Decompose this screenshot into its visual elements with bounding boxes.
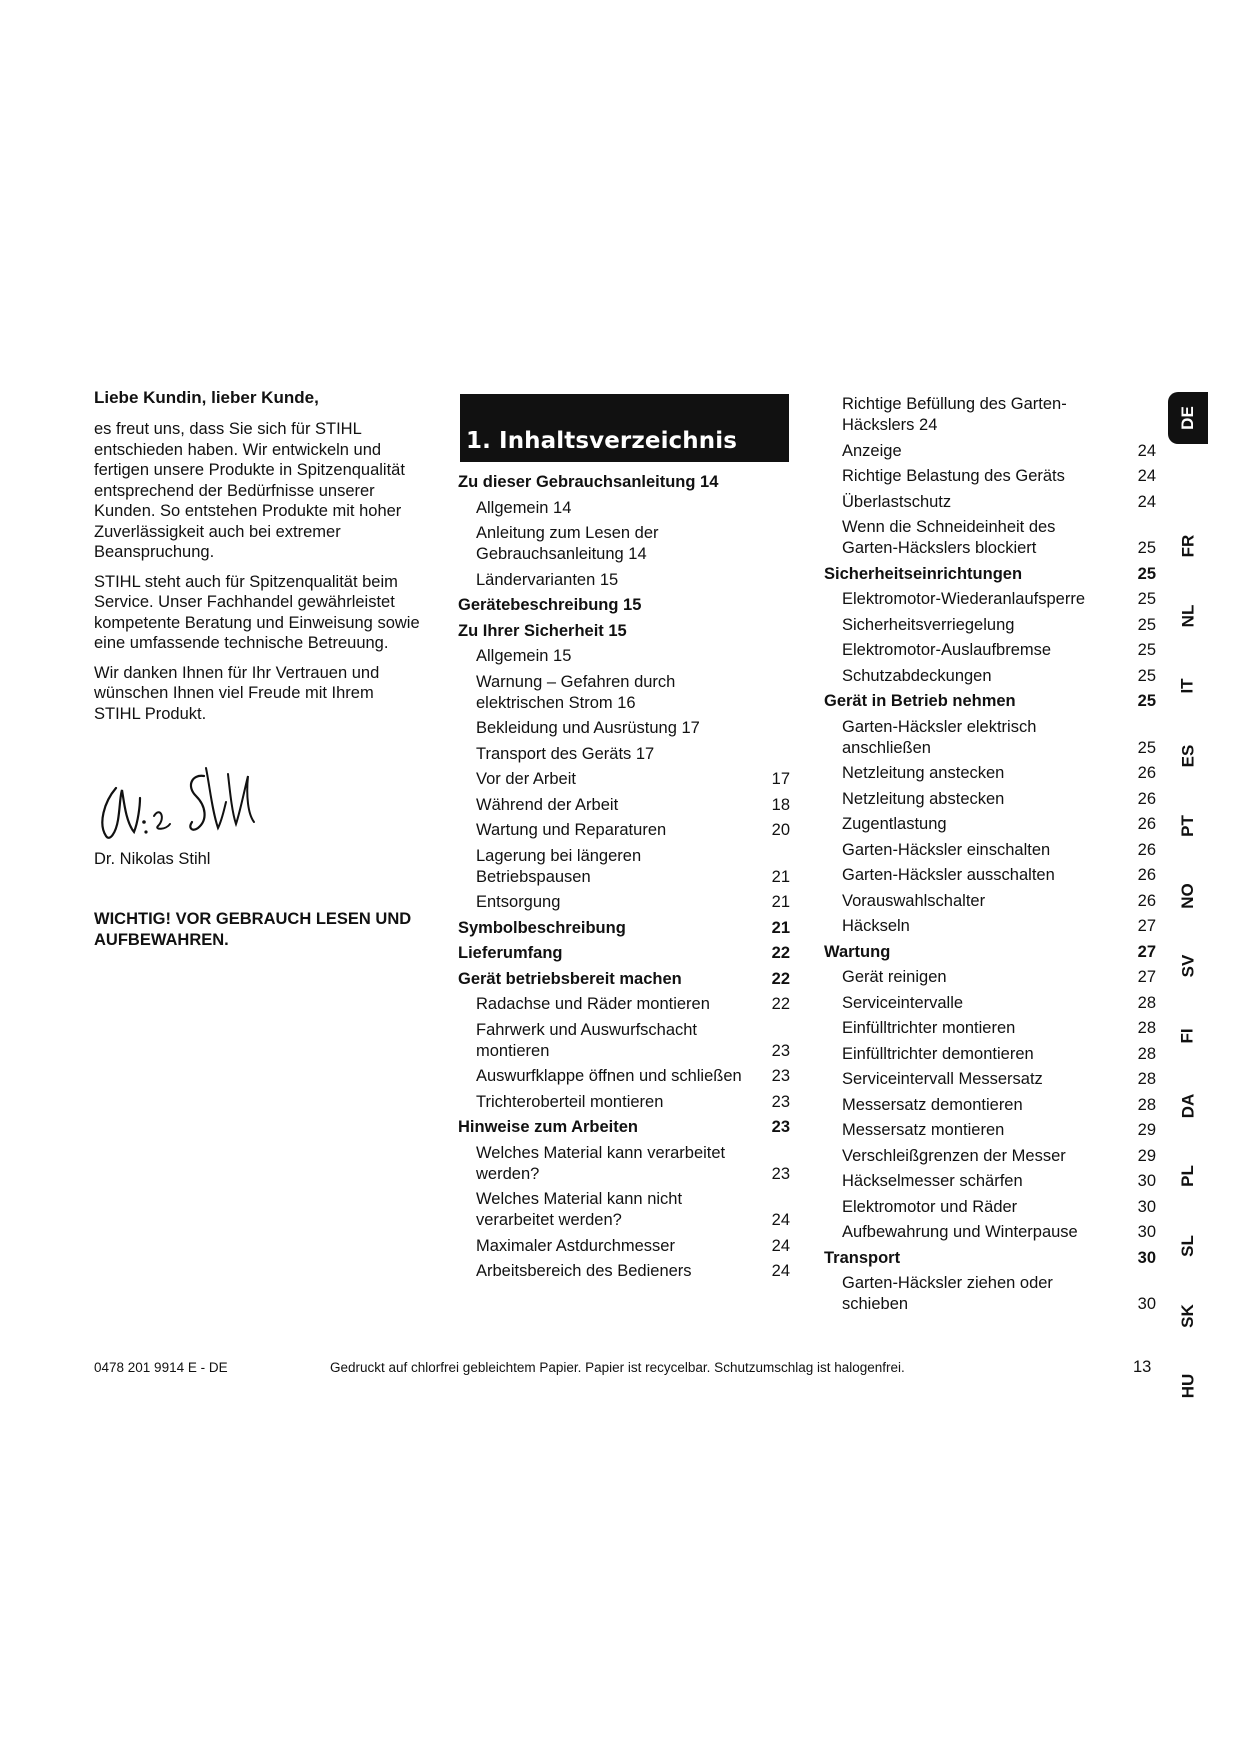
toc-entry-page: 30 (1137, 1197, 1156, 1216)
toc-entry-title: Warnung – Gefahren durch elektrischen Strom 16 (476, 672, 676, 712)
toc-entry-page: 23 (771, 1092, 790, 1111)
language-tab-label: SK (1178, 1304, 1197, 1328)
toc-entry-title: Serviceintervalle (842, 993, 964, 1012)
toc-entry-page: 25 (1137, 738, 1156, 757)
toc-entry[interactable] (458, 795, 790, 816)
toc-entry-page: 29 (1137, 1121, 1156, 1139)
toc-entry-title: Sicherheitsverriegelung (842, 615, 1015, 634)
toc-entry[interactable] (458, 1020, 790, 1062)
toc-section-entry[interactable] (458, 943, 790, 964)
toc-entry[interactable] (458, 672, 790, 714)
toc-entry-title: Anzeige (842, 441, 902, 460)
language-tab-label: DE (1178, 406, 1197, 430)
toc-entry-title: Wenn die Schneideinheit des Garten-Häckslers blockiert (842, 518, 1056, 557)
toc-entry-title: Lieferumfang (458, 944, 563, 962)
toc-entry[interactable] (824, 1146, 1156, 1167)
toc-entry-page: 28 (1137, 1095, 1156, 1114)
toc-entry[interactable] (458, 498, 790, 519)
toc-entry[interactable] (458, 769, 790, 790)
toc-entry-page: 27 (1137, 942, 1156, 961)
language-tab-label: HU (1178, 1373, 1197, 1399)
language-tab-es[interactable] (1168, 730, 1208, 782)
toc-entry[interactable] (824, 1197, 1156, 1218)
toc-entry[interactable] (824, 492, 1156, 513)
toc-entry-title: Aufbewahrung und Winterpause (842, 1223, 1078, 1241)
toc-entry-title: Netzleitung abstecken (842, 789, 1005, 808)
toc-entry-title: Sicherheitseinrichtungen (824, 564, 1023, 583)
toc-entry-page: 26 (1137, 891, 1156, 910)
toc-entry-title: Gerät in Betrieb nehmen (824, 692, 1016, 710)
toc-title: 1. Inhaltsverzeichnis (466, 428, 738, 454)
toc-entry[interactable] (458, 718, 790, 739)
signature-image (94, 762, 264, 848)
toc-entry-title: Gerät reinigen (842, 968, 947, 986)
toc-entry-page: 22 (771, 944, 790, 962)
toc-entry-page: 27 (1137, 968, 1156, 986)
toc-entry[interactable] (824, 394, 1156, 436)
toc-entry[interactable] (458, 892, 790, 913)
toc-entry-page: 30 (1137, 1172, 1156, 1190)
toc-entry-title: Entsorgung (476, 893, 561, 911)
print-note: Gedruckt auf chlorfrei gebleichtem Papier. Papier ist recycelbar. Schutzumschlag ist halogenfrei. (330, 1360, 905, 1375)
toc-entry[interactable] (824, 1044, 1156, 1065)
toc-entry-page: 18 (771, 795, 790, 814)
toc-entry-title: Allgemein 15 (476, 647, 572, 665)
toc-entry-title: Vor der Arbeit (476, 770, 576, 788)
toc-entry-title: Trichteroberteil montieren (476, 1092, 664, 1111)
toc-entry-title: Gerät betriebsbereit machen (458, 969, 682, 988)
language-tab-label: DA (1178, 1093, 1197, 1119)
toc-entry[interactable] (824, 865, 1156, 886)
toc-entry-page: 24 (1137, 492, 1156, 511)
important-notice: WICHTIG! VOR GEBRAUCH LESEN UND AUFBEWAHREN. (94, 910, 412, 949)
toc-entry-page: 29 (1137, 1146, 1156, 1165)
language-tab-sl[interactable] (1168, 1220, 1208, 1272)
toc-entry[interactable] (824, 967, 1156, 988)
language-tab-sk[interactable] (1168, 1290, 1208, 1342)
toc-entry-title: Während der Arbeit (476, 795, 619, 814)
toc-entry-title: Maximaler Astdurchmesser (476, 1236, 675, 1255)
toc-entry[interactable] (824, 763, 1156, 784)
toc-entry[interactable] (824, 814, 1156, 835)
toc-entry-page: 25 (1137, 666, 1156, 685)
toc-entry-page: 24 (771, 1262, 790, 1280)
toc-entry[interactable] (824, 840, 1156, 861)
toc-entry-page: 21 (771, 867, 790, 886)
toc-entry-title: Welches Material kann verarbeitet werden? (476, 1143, 726, 1183)
toc-entry[interactable] (458, 523, 790, 565)
language-tab-label: NO (1178, 883, 1197, 909)
toc-entry[interactable] (824, 1120, 1156, 1141)
toc-entry[interactable] (824, 1018, 1156, 1039)
toc-entry[interactable] (824, 615, 1156, 636)
toc-entry-title: Elektromotor-Wiederanlaufsperre (842, 590, 1086, 608)
signer-name: Dr. Nikolas Stihl (94, 850, 211, 868)
toc-entry-page: 21 (771, 893, 790, 911)
toc-entry[interactable] (824, 589, 1156, 610)
toc-entry-page: 22 (771, 995, 790, 1013)
toc-entry-page: 25 (1137, 615, 1156, 634)
toc-entry[interactable] (824, 517, 1156, 559)
toc-entry[interactable] (824, 1069, 1156, 1090)
toc-entry-title: Arbeitsbereich des Bedieners (476, 1262, 692, 1280)
toc-entry-title: Elektromotor-Auslaufbremse (842, 641, 1052, 659)
toc-entry-title: Zu Ihrer Sicherheit 15 (458, 621, 627, 640)
welcome-letter (94, 388, 424, 951)
toc-entry-page: 28 (1137, 1019, 1156, 1037)
toc-entry[interactable] (458, 1236, 790, 1257)
toc-section-entry[interactable] (824, 1248, 1156, 1269)
toc-section-entry[interactable] (458, 918, 790, 939)
toc-entry[interactable] (824, 666, 1156, 687)
language-tab-nl[interactable] (1168, 590, 1208, 642)
letter-paragraph: es freut uns, dass Sie sich für STIHL entschieden haben. Wir entwickeln und fertigen unsere Produkte in Spitzenqualität entsprechend der Bedürfnisse unserer Kunden. So entstehen Produkte mit hoher Zuverlässigkeit auch bei extremer Beanspruchung. (94, 420, 405, 561)
toc-entry-title: Radachse und Räder montieren (476, 995, 710, 1013)
language-tab-fr[interactable] (1168, 520, 1208, 572)
toc-entry-title: Fahrwerk und Auswurfschacht montieren (476, 1020, 698, 1060)
toc-entry-page: 26 (1137, 815, 1156, 833)
toc-entry-page: 25 (1137, 692, 1156, 710)
language-tab-no[interactable] (1168, 870, 1208, 922)
greeting: Liebe Kundin, lieber Kunde, (94, 388, 319, 407)
toc-entry-title: Hinweise zum Arbeiten (458, 1118, 639, 1136)
language-tab-it[interactable] (1168, 660, 1208, 712)
toc-entry[interactable] (458, 646, 790, 667)
toc-entry-page: 30 (1137, 1223, 1156, 1241)
toc-entry-page: 28 (1137, 993, 1156, 1012)
toc-entry-title: Zugentlastung (842, 815, 947, 833)
toc-entry[interactable] (458, 846, 790, 888)
toc-entry[interactable] (458, 1066, 790, 1087)
language-tab-pt[interactable] (1168, 800, 1208, 852)
toc-entry[interactable] (824, 1222, 1156, 1243)
toc-entry[interactable] (824, 640, 1156, 661)
toc-entry-page: 23 (771, 1041, 790, 1060)
toc-entry[interactable] (458, 1189, 790, 1231)
toc-entry[interactable] (458, 570, 790, 591)
toc-section-entry[interactable] (824, 564, 1156, 585)
toc-entry-title: Schutzabdeckungen (842, 666, 992, 685)
signature (94, 762, 424, 848)
toc-entry-page: 27 (1137, 917, 1156, 935)
language-tab-fi[interactable] (1168, 1010, 1208, 1062)
toc-entry-page: 24 (771, 1211, 790, 1229)
toc-entry-title: Auswurfklappe öffnen und schließen (476, 1067, 742, 1085)
toc-entry-title: Ländervarianten 15 (476, 570, 619, 589)
toc-entry[interactable] (458, 994, 790, 1015)
toc-entry-page: 30 (1137, 1295, 1156, 1313)
letter-paragraph: STIHL steht auch für Spitzenqualität beim Service. Unser Fachhandel gewährleistet kompetente Beratung und Einweisung sowie eine umfassende technische Betreuung. (94, 572, 420, 652)
toc-entry-title: Garten-Häcksler ausschalten (842, 866, 1055, 884)
toc-entry-page: 24 (771, 1236, 790, 1255)
toc-entry-page: 22 (771, 969, 790, 988)
toc-header (460, 394, 789, 462)
language-tab-label: IT (1177, 678, 1197, 694)
toc-entry-page: 26 (1137, 789, 1156, 808)
toc-entry-title: Einfülltrichter montieren (842, 1019, 1016, 1037)
toc-section-entry[interactable] (458, 969, 790, 990)
toc-entry-page: 28 (1137, 1070, 1156, 1088)
toc-entry-title: Messersatz demontieren (842, 1095, 1023, 1114)
toc-entry-page: 23 (771, 1118, 790, 1136)
toc-entry-page: 25 (1137, 564, 1156, 583)
toc-entry[interactable] (824, 789, 1156, 810)
toc-entry-title: Wartung (824, 942, 891, 961)
toc-entry-title: Vorauswahlschalter (842, 891, 986, 910)
toc-section-entry[interactable] (458, 472, 790, 493)
toc-section-entry[interactable] (458, 1117, 790, 1138)
toc-entry-title: Messersatz montieren (842, 1121, 1005, 1139)
toc-entry-page: 21 (771, 918, 790, 937)
letter-paragraph: Wir danken Ihnen für Ihr Vertrauen und wünschen Ihnen viel Freude mit Ihrem STIHL Produkt. (94, 663, 380, 723)
toc-entry-page: 30 (1137, 1248, 1156, 1267)
toc-entry[interactable] (824, 916, 1156, 937)
language-tab-label: SV (1178, 954, 1197, 978)
toc-column-middle (458, 472, 790, 1287)
language-tab-hu[interactable] (1168, 1360, 1208, 1412)
toc-entry-page: 24 (1137, 441, 1156, 460)
language-tab-sv[interactable] (1168, 940, 1208, 992)
toc-entry-title: Transport des Geräts 17 (476, 744, 655, 763)
toc-entry[interactable] (458, 1092, 790, 1113)
toc-entry-title: Symbolbeschreibung (458, 918, 626, 937)
toc-entry-page: 26 (1137, 764, 1156, 782)
toc-entry-page: 26 (1137, 840, 1156, 859)
toc-entry-title: Elektromotor und Räder (842, 1197, 1018, 1216)
toc-entry-page: 23 (771, 1067, 790, 1085)
document-code: 0478 201 9914 E - DE (94, 1360, 228, 1375)
toc-entry[interactable] (824, 891, 1156, 912)
toc-entry-title: Serviceintervall Messersatz (842, 1070, 1043, 1088)
toc-entry-page: 25 (1137, 641, 1156, 659)
toc-entry-title: Lagerung bei längeren Betriebspausen (476, 846, 642, 886)
language-tab-de[interactable] (1168, 392, 1208, 444)
toc-entry-title: Garten-Häcksler elektrisch anschließen (842, 717, 1037, 757)
toc-entry[interactable] (824, 717, 1156, 759)
language-tab-label: PT (1177, 815, 1197, 837)
toc-section-entry[interactable] (824, 691, 1156, 712)
toc-entry-title: Netzleitung anstecken (842, 764, 1005, 782)
toc-entry-title: Richtige Belastung des Geräts (842, 467, 1065, 485)
language-tab-label: ES (1178, 744, 1197, 768)
toc-entry-page: 28 (1137, 1044, 1156, 1063)
language-tab-label: FI (1177, 1028, 1197, 1044)
language-tab-label: SL (1177, 1235, 1197, 1257)
toc-entry[interactable] (824, 1171, 1156, 1192)
toc-entry[interactable] (458, 1261, 790, 1282)
toc-entry[interactable] (458, 744, 790, 765)
toc-entry-title: Überlastschutz (842, 492, 952, 511)
toc-entry-page: 25 (1137, 590, 1156, 608)
toc-entry[interactable] (824, 1273, 1156, 1315)
toc-entry-title: Richtige Befüllung des Garten-Häckslers 24 (842, 395, 1067, 434)
toc-entry-title: Allgemein 14 (476, 498, 572, 517)
toc-entry-title: Anleitung zum Lesen der Gebrauchsanleitung 14 (476, 524, 659, 563)
toc-entry[interactable] (458, 1143, 790, 1185)
toc-entry[interactable] (824, 1095, 1156, 1116)
toc-entry-title: Häckseln (842, 917, 910, 935)
toc-entry-title: Welches Material kann nicht verarbeitet werden? (476, 1190, 683, 1229)
toc-section-entry[interactable] (458, 621, 790, 642)
toc-entry-page: 25 (1137, 539, 1156, 557)
toc-entry-title: Einfülltrichter demontieren (842, 1044, 1034, 1063)
toc-entry[interactable] (458, 820, 790, 841)
toc-entry-page: 20 (771, 821, 790, 839)
toc-entry[interactable] (824, 466, 1156, 487)
language-tab-label: FR (1177, 534, 1197, 558)
toc-entry-page: 26 (1137, 866, 1156, 884)
toc-entry[interactable] (824, 441, 1156, 462)
toc-entry-title: Verschleißgrenzen der Messer (842, 1146, 1066, 1165)
toc-column-right (824, 394, 1156, 1320)
toc-entry-title: Häckselmesser schärfen (842, 1172, 1023, 1190)
toc-entry-title: Wartung und Reparaturen (476, 821, 667, 839)
language-tab-da[interactable] (1168, 1080, 1208, 1132)
toc-entry-title: Bekleidung und Ausrüstung 17 (476, 719, 700, 737)
toc-entry-page: 23 (771, 1164, 790, 1183)
toc-entry-page: 17 (771, 770, 790, 788)
toc-section-entry[interactable] (458, 595, 790, 616)
toc-entry-title: Garten-Häcksler ziehen oder schieben (842, 1274, 1053, 1313)
language-tab-label: PL (1177, 1165, 1197, 1187)
toc-entry-title: Transport (824, 1248, 901, 1267)
language-tab-label: NL (1177, 604, 1197, 628)
toc-entry-title: Zu dieser Gebrauchsanleitung 14 (458, 473, 719, 491)
toc-entry-title: Garten-Häcksler einschalten (842, 840, 1051, 859)
page-number: 13 (1133, 1358, 1152, 1376)
language-tab-pl[interactable] (1168, 1150, 1208, 1202)
toc-entry-title: Gerätebeschreibung 15 (458, 596, 642, 614)
toc-entry[interactable] (824, 993, 1156, 1014)
toc-section-entry[interactable] (824, 942, 1156, 963)
toc-entry-page: 24 (1137, 467, 1156, 485)
